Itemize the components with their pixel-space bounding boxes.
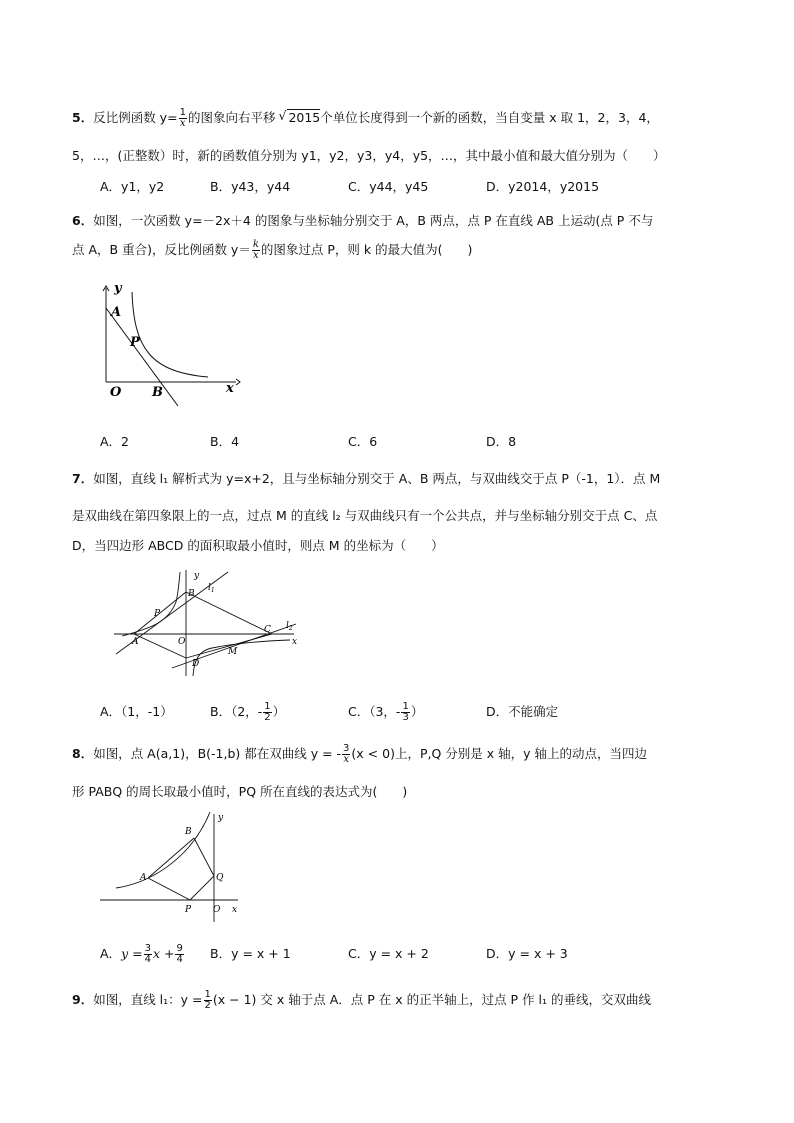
q7-line3: D，当四边形 ABCD 的面积取最小值时，则点 M 的坐标为（ ） (72, 538, 444, 553)
q8-line2: 形 PABQ 的周长取最小值时，PQ 所在直线的表达式为( ) (72, 784, 408, 799)
q7-option-c-post: ） (410, 704, 424, 719)
q8-text-1b: (x < 0)上，P,Q 分别是 x 轴，y 轴上的动点，当四边 (351, 746, 647, 761)
q5-fraction (179, 108, 187, 129)
q6-number: 6． (72, 213, 94, 228)
q6-frac-den: x (253, 250, 259, 261)
q7-option-c[interactable] (348, 702, 423, 723)
q6-label-o: O (110, 385, 122, 400)
q6-option-a[interactable]: A．2 (100, 434, 130, 449)
q5-option-c[interactable]: C．y44，y45 (348, 179, 429, 194)
q8-option-b[interactable]: B．y = x + 1 (210, 946, 291, 961)
q8-fraction (342, 744, 350, 765)
q8-segment-ab (148, 838, 194, 878)
q7-text-1: 如图，直线 l₁ 解析式为 y=x+2，且与坐标轴分别交于 A、B 两点，与双曲线交于点 P（-1，1）．点 M (93, 471, 661, 486)
q8-segment-qp (190, 876, 214, 900)
q8-option-d[interactable]: D．y = x + 3 (486, 946, 568, 961)
q8-label-o: O (213, 905, 221, 915)
q6-text-2a: 点 A，B 重合)，反比例函数 y＝ (72, 242, 251, 257)
q7-line1 (72, 469, 660, 487)
q8-option-a-frac2 (175, 944, 183, 965)
q7-label-c: C (264, 625, 271, 635)
q5-sqrt: √ 2015 (287, 109, 320, 125)
q6-figure (98, 278, 248, 408)
q6-line1 (72, 211, 653, 229)
q8-option-a-mid: x + (152, 946, 175, 961)
q7-label-m: M (228, 647, 238, 657)
q9-frac-den: 2 (204, 1000, 211, 1011)
q6-label-x: x (226, 381, 234, 396)
q6-fraction (252, 240, 260, 261)
q7-number: 7． (72, 471, 94, 486)
q8-hyperbola (116, 812, 210, 888)
q8-label-p: P (185, 905, 192, 915)
q7-hyperbola-right (193, 640, 290, 676)
q6-line2 (72, 240, 472, 261)
q8-frac-den: x (343, 754, 350, 765)
q9-text-2: (x − 1) 交 x 轴于点 A．点 P 在 x 的正半轴上，过点 P 作 l₁ 的垂线，交双曲线 (212, 992, 652, 1007)
q7-label-o: O (178, 637, 186, 647)
q8-label-q: Q (216, 873, 224, 883)
q7-option-b-num: 1 (264, 701, 271, 712)
q8-option-a-den1: 4 (144, 954, 151, 965)
q7-line-l2 (172, 624, 296, 668)
q8-label-y: y (218, 813, 224, 823)
q7-option-b-pre: B．（2，- (210, 704, 263, 719)
q5-text-1: 反比例函数 y= (93, 110, 178, 125)
q7-l1-sub: 1 (210, 587, 215, 594)
q7-option-d[interactable]: D．不能确定 (486, 704, 559, 719)
q6-option-b[interactable]: B．4 (210, 434, 240, 449)
q7-label-x: x (292, 637, 298, 647)
q8-option-c[interactable]: C．y = x + 2 (348, 946, 429, 961)
q6-label-p: P (130, 335, 140, 350)
q8-option-a-frac1 (144, 944, 152, 965)
q7-label-l2 (286, 621, 293, 632)
q8-option-a[interactable] (100, 944, 185, 965)
q5-option-a[interactable]: A．y1，y2 (100, 179, 165, 194)
q5-option-d[interactable]: D．y2014，y2015 (486, 179, 600, 194)
q9-frac-num: 1 (204, 989, 211, 1000)
q7-figure (112, 566, 302, 681)
q5-line1 (72, 108, 659, 129)
q7-label-d: D (192, 659, 200, 669)
q7-label-a: A (132, 637, 139, 647)
q6-label-b: B (152, 385, 163, 400)
q8-option-a-y: y = (121, 946, 143, 961)
q7-l2-letter: l (286, 621, 289, 631)
q8-segment-bq (194, 838, 214, 876)
q7-option-b-post: ） (272, 704, 286, 719)
q5-line2: 5，…，(正整数）时，新的函数值分别为 y1，y2，y3，y4，y5，…，其中最小值和最大值分别为（ ） (72, 148, 666, 163)
q9-fraction (204, 990, 212, 1011)
q7-option-c-pre: C．（3，- (348, 704, 401, 719)
q8-option-a-num1: 3 (144, 943, 151, 954)
q8-label-b: B (185, 827, 192, 837)
q8-option-a-pre: A． (100, 946, 122, 961)
q9-text-1: 如图，直线 l₁：y = (93, 992, 203, 1007)
q7-option-c-den: 3 (402, 712, 409, 723)
q7-option-b[interactable] (210, 702, 285, 723)
q7-l2-sub: 2 (288, 625, 293, 632)
q8-label-x: x (232, 905, 238, 915)
q6-text-2b: 的图象过点 P，则 k 的最大值为( ) (260, 242, 473, 257)
q6-frac-num: k (252, 239, 259, 250)
q7-label-b: B (188, 589, 195, 599)
q8-number: 8． (72, 746, 94, 761)
q7-option-c-frac (401, 702, 409, 723)
q8-line1 (72, 744, 647, 765)
q5-frac-num: 1 (179, 107, 186, 118)
q7-label-y: y (194, 571, 200, 581)
q8-frac-num: 3 (343, 743, 350, 754)
q8-text-1a: 如图，点 A(a,1)，B(-1,b) 都在双曲线 y = - (93, 746, 342, 761)
q8-figure (98, 808, 248, 928)
q6-hyperbola (132, 292, 208, 377)
q6-option-c[interactable]: C．6 (348, 434, 378, 449)
q8-label-a: A (140, 873, 147, 883)
q9-number: 9． (72, 992, 94, 1007)
q7-line2: 是双曲线在第四象限上的一点，过点 M 的直线 l₂ 与双曲线只有一个公共点，并与坐标轴分别交于点 C、点 (72, 508, 658, 523)
q6-label-a: A (111, 305, 122, 320)
q7-label-p: P (154, 609, 161, 619)
q9-line1 (72, 990, 651, 1011)
q7-option-b-den: 2 (264, 712, 271, 723)
q5-option-b[interactable]: B．y43，y44 (210, 179, 291, 194)
q7-option-b-frac (263, 702, 271, 723)
q6-x-arrow (236, 379, 240, 385)
q5-text-2: 的图象向右平移 (187, 110, 276, 125)
q8-option-a-num2: 9 (176, 943, 183, 954)
q7-option-a[interactable]: A．（1，-1） (100, 704, 173, 719)
q6-text-1: 如图，一次函数 y=－2x＋4 的图象与坐标轴分别交于 A，B 两点，点 P 在直线 AB 上运动(点 P 不与 (93, 213, 654, 228)
q6-option-d[interactable]: D．8 (486, 434, 517, 449)
q8-option-a-den2: 4 (176, 954, 183, 965)
q5-frac-den: x (179, 118, 186, 129)
q5-number: 5． (72, 110, 94, 125)
q7-option-c-num: 1 (402, 701, 409, 712)
q7-l1-letter: l (208, 583, 211, 593)
q5-text-3: 个单位长度得到一个新的函数，当自变量 x 取 1，2，3，4， (320, 110, 659, 125)
q7-segment-bc (186, 592, 272, 634)
q8-segment-pa (148, 878, 190, 900)
q6-label-y: y (114, 281, 122, 296)
